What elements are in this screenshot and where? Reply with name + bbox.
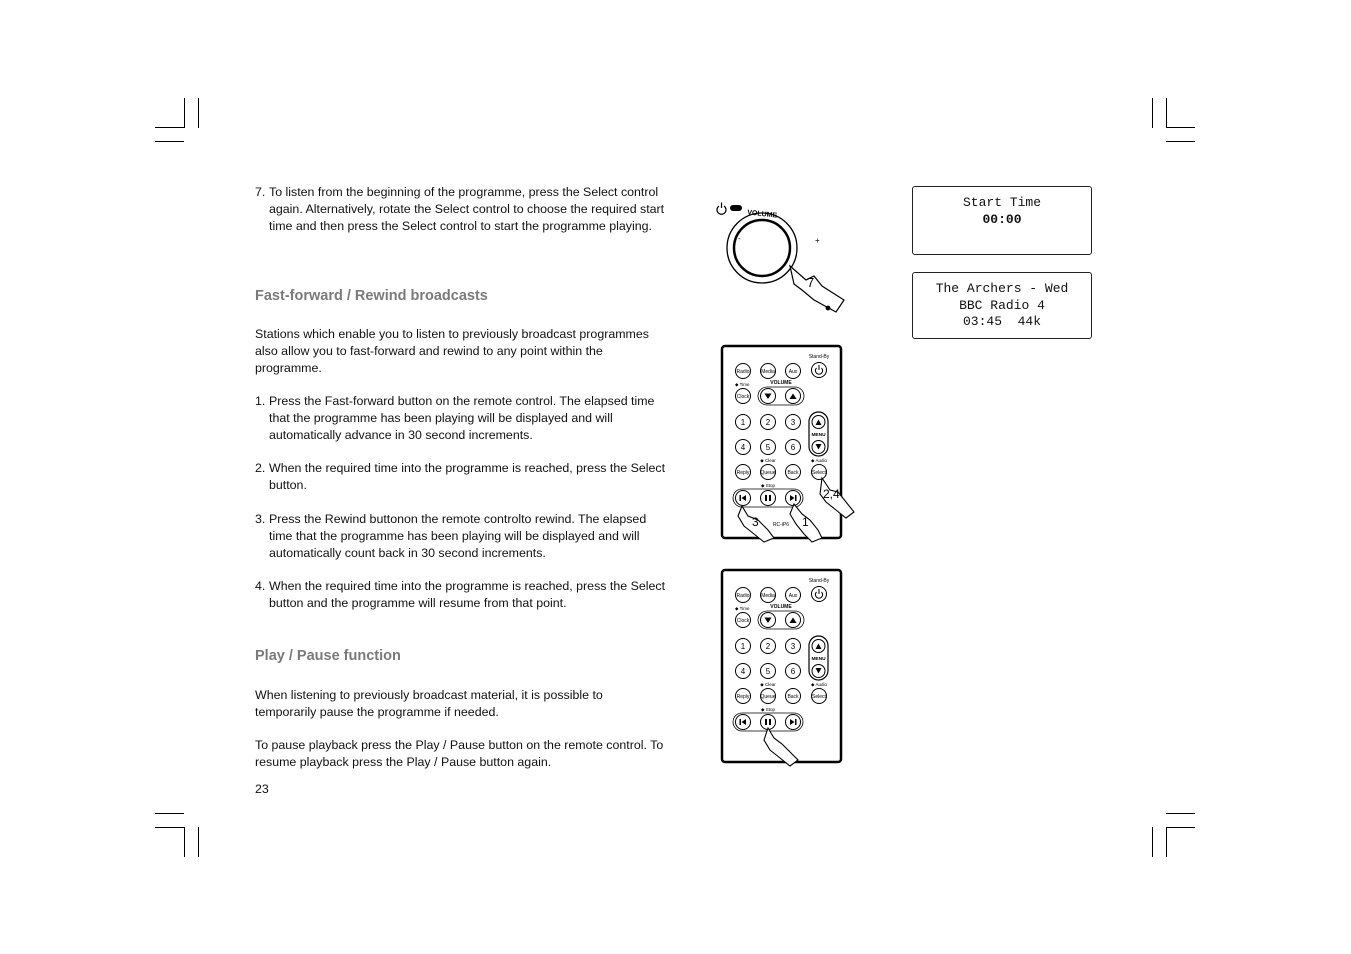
step-number: 7. (255, 185, 266, 199)
crop-mark (155, 127, 184, 128)
step-number: 3. (255, 512, 266, 526)
digit-label: 5 (765, 443, 771, 452)
lcd-line: 03:45 44k (962, 314, 1041, 329)
reply-label: Reply (736, 694, 750, 700)
digit-label: 3 (790, 418, 796, 427)
digit-label: 4 (740, 667, 746, 676)
remote-body (718, 568, 858, 768)
queue-label: Queue (760, 694, 776, 700)
step-text: When the required time into the programme is reached, press the Select button. (269, 461, 666, 492)
time-label: ◆ Time (735, 606, 750, 611)
select-label: Select (812, 694, 826, 700)
lcd-line: BBC Radio 4 (959, 297, 1045, 313)
lcd-line: 00:00 (982, 211, 1022, 227)
crop-mark (184, 98, 185, 128)
volume-label: VOLUME (770, 604, 792, 610)
step-number: 4. (255, 579, 266, 593)
crop-mark (1166, 813, 1195, 814)
lcd-display-start-time (912, 186, 1092, 255)
clear-label: ◆ Clear (760, 458, 776, 463)
pause-paragraph-2: To pause playback press the Play / Pause button on the remote control. To resume playback press the Play / Pause button again. (255, 738, 664, 769)
pause-paragraph-1: When listening to previously broadcast material, it is possible to temporarily pause the programme if needed. (255, 688, 603, 719)
stop-label: ◆ Stop (761, 707, 775, 712)
remote-body (718, 344, 858, 544)
callout-fast-forward: 1 (802, 515, 809, 529)
crop-mark (198, 827, 199, 857)
ff-step-3 (255, 511, 665, 561)
back-label: Back (787, 470, 799, 476)
crop-mark (1152, 827, 1153, 857)
callout-rewind: 3 (752, 515, 759, 529)
crop-mark (198, 98, 199, 128)
crop-mark (155, 813, 184, 814)
queue-label: Queue (760, 470, 776, 476)
crop-mark (155, 827, 184, 828)
digit-label: 1 (740, 418, 746, 427)
clock-label: Clock (736, 394, 750, 400)
back-label: Back (787, 694, 799, 700)
media-label: Media (761, 593, 775, 599)
clock-label: Clock (736, 618, 750, 624)
section-heading-play-pause: Play / Pause function (255, 648, 401, 664)
ff-step-2 (255, 460, 665, 494)
crop-mark (1166, 827, 1167, 857)
lcd-line: The Archers - Wed (935, 281, 1069, 296)
step-number: 1. (255, 394, 266, 408)
step-text: Press the Fast-forward button on the remote control. The elapsed time that the programme has been playing will be displayed and will automatically advance in 30 second increments. (269, 394, 655, 442)
hand-pointer-icon (790, 266, 844, 312)
lcd-line: Start Time (962, 195, 1041, 210)
crop-mark (155, 141, 184, 142)
knob-label: VOLUME (746, 209, 778, 220)
step-text: When the required time into the programme is reached, press the Select button and the programme will resume from that point. (269, 579, 666, 610)
ff-step-1 (255, 393, 665, 443)
step-7 (255, 184, 665, 234)
step-text: Press the Rewind buttonon the remote controlto rewind. The elapsed time that the programme has been playing will be displayed and will automatically count back in 30 second increments. (269, 512, 647, 560)
digit-label: 6 (790, 443, 796, 452)
remote-control-play-pause (718, 568, 858, 768)
digit-label: 3 (790, 642, 796, 651)
digit-label: 1 (740, 642, 746, 651)
step-number: 2. (255, 461, 266, 475)
knob-dial (734, 220, 790, 276)
step-text: To listen from the beginning of the programme, press the Select control again. Alternatively, rotate the Select control to choose the required start time and then press the Select control to start the programme playing. (269, 185, 665, 233)
digit-label: 6 (790, 667, 796, 676)
callout-number: 7 (807, 275, 815, 290)
select-label: Select (812, 470, 826, 476)
digit-label: 5 (765, 667, 771, 676)
volume-knob-figure (710, 196, 860, 316)
knob-minus: - (738, 234, 741, 243)
crop-mark (1166, 827, 1195, 828)
digit-label: 2 (765, 418, 771, 427)
ff-intro-paragraph: Stations which enable you to listen to previously broadcast programmes also allow you to fast-forward and rewind to any point within the programme. (255, 327, 649, 375)
page-number: 23 (255, 782, 269, 796)
time-label: ◆ Time (735, 382, 750, 387)
digit-label: 4 (740, 443, 746, 452)
crop-mark (184, 827, 185, 857)
standby-label: Stand-By (808, 578, 830, 584)
knob-bezel (727, 213, 797, 283)
power-led-icon (730, 205, 742, 211)
radio-label: Radio (736, 593, 750, 599)
crop-mark (1152, 98, 1153, 128)
digit-label: 2 (765, 642, 771, 651)
volume-label: VOLUME (770, 380, 792, 386)
ff-step-4 (255, 578, 665, 612)
play-pause-button (761, 491, 776, 506)
crop-mark (1166, 141, 1195, 142)
standby-label: Stand-By (808, 354, 830, 360)
menu-label: MENU (811, 433, 826, 438)
remote-control-ff-rewind (718, 344, 858, 544)
lcd-display-programme (912, 272, 1092, 339)
crop-mark (1166, 127, 1195, 128)
stop-label: ◆ Stop (761, 483, 775, 488)
reply-label: Reply (736, 470, 750, 476)
model-label: RC-iP6 (772, 522, 790, 528)
audio-label: ◆ Audio (811, 682, 827, 687)
media-label: Media (761, 369, 775, 375)
crop-mark (1166, 98, 1167, 128)
section-heading-fast-forward: Fast-forward / Rewind broadcasts (255, 288, 488, 304)
aux-label: Aux (788, 593, 798, 599)
menu-label: MENU (811, 657, 826, 662)
clear-label: ◆ Clear (760, 682, 776, 687)
aux-label: Aux (788, 369, 798, 375)
power-icon (717, 203, 726, 215)
knob-plus: + (815, 236, 820, 245)
callout-select: 2,4 (823, 487, 840, 501)
radio-label: Radio (736, 369, 750, 375)
audio-label: ◆ Audio (811, 458, 827, 463)
